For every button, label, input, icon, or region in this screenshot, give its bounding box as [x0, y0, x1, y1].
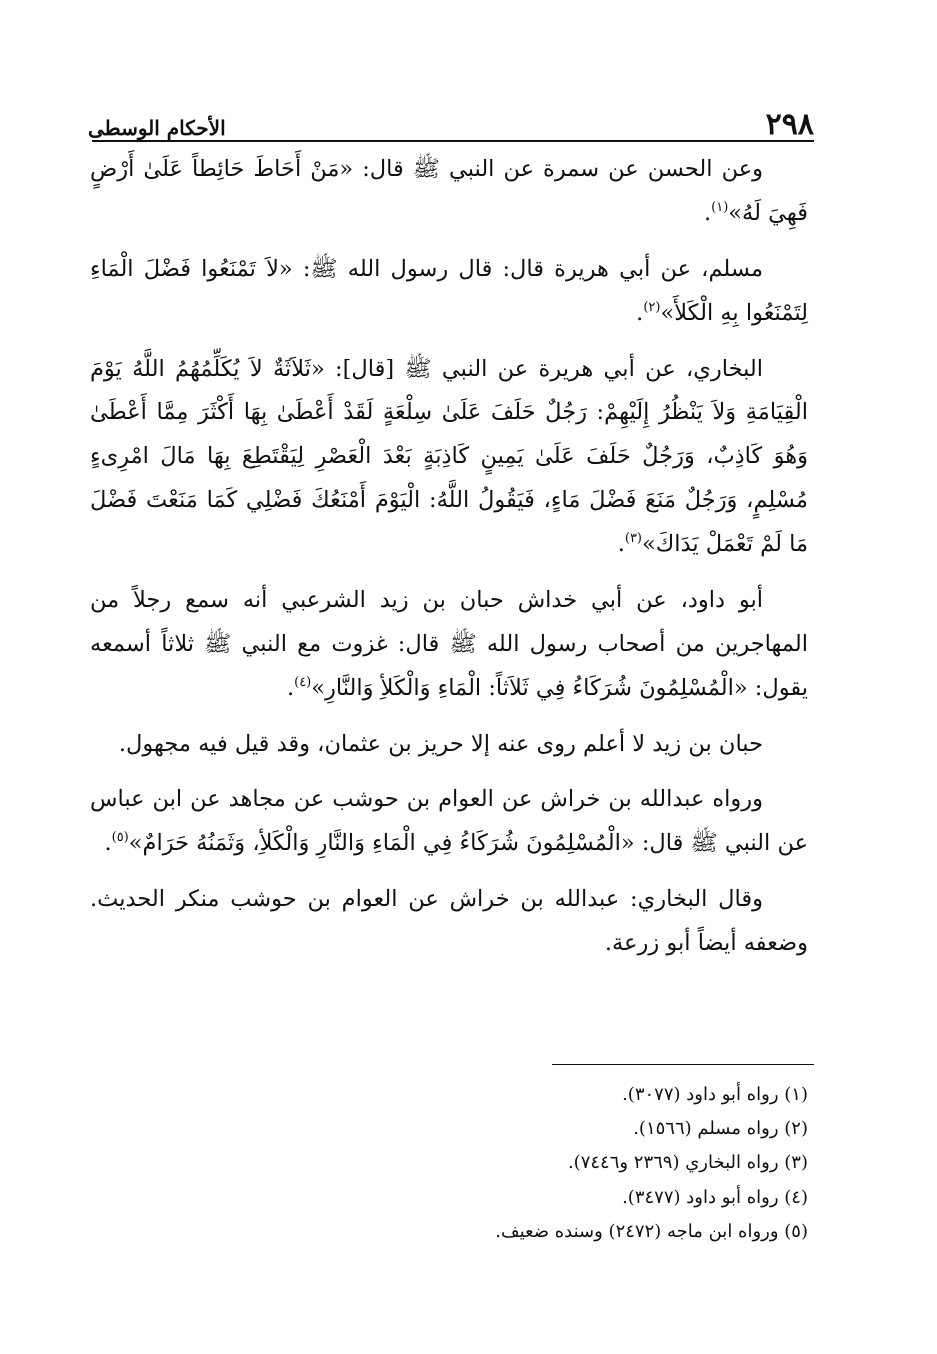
paragraph-text: وعن الحسن عن سمرة عن النبي ﷺ قال: «مَنْ أَحَاطَ حَائِطاً عَلَىٰ أَرْضٍ فَهِيَ لَهُ» [90, 156, 808, 226]
footnote-ref: (٢) [643, 299, 661, 315]
footnote-ref: (٣) [624, 531, 642, 546]
footnote-rule [552, 1064, 814, 1065]
paragraph-text: وقال البخاري: عبدالله بن خراش عن العوام بن حوشب منكر الحديث. وضعفه أيضاً أبو زرعة. [90, 886, 808, 956]
footnote-item: (٥) ورواه ابن ماجه (٢٤٧٢) وسنده ضعيف. [495, 1220, 808, 1242]
paragraph-text: مسلم، عن أبي هريرة قال: قال رسول الله ﷺ: «لاَ تَمْنَعُوا فَضْلَ الْمَاءِ لِتَمْنَعُوا بِهِ الْكَلأَ» [90, 255, 808, 326]
footnote-ref: (١) [711, 199, 729, 215]
footnotes [260, 1078, 808, 1249]
footnote-item: (٢) رواه مسلم (١٥٦٦). [633, 1118, 808, 1140]
page-header [88, 92, 814, 140]
paragraph-ibn-khirash: ورواه عبدالله بن خراش عن العوام بن حوشب عن مجاهد عن ابن عباس عن النبي ﷺ قال: «الْمُسْلِمُونَ شُرَكَاءُ فِي الْمَاءِ وَالنَّارِ وَالْكَلأِ، وَثَمَنُهُ حَرَامٌ»$^{(٥)}$. [90, 786, 808, 857]
paragraph-bukhari-comment [90, 878, 808, 966]
paragraph-text: حبان بن زيد لا أعلم روى عنه إلا حريز بن عثمان، وقد قيل فيه مجهول. [118, 730, 763, 757]
paragraph-text: البخاري، عن أبي هريرة عن النبي ﷺ [قال]: «ثَلاَثَةٌ لاَ يُكَلِّمُهُمُ اللَّهُ يَوْمَ الْقِيَامَةِ وَلاَ يَنْظُرُ إِلَيْهِمْ: رَجُلٌ حَلَفَ عَلَىٰ سِلْعَةٍ لَقَدْ أَعْطَىٰ بِهَا أَكْثَرَ مِمَّا أَعْطَىٰ وَهُوَ كَاذِبٌ، وَرَجُلٌ حَلَفَ عَلَىٰ يَمِينٍ كَاذِبَةٍ بَعْدَ الْعَصْرِ لِيَقْتَطِعَ بِهَا مَالَ امْرِىءٍ مُسْلِمٍ، وَرَجُلٌ مَنَعَ فَضْلَ مَاءٍ، فَيَقُولُ اللَّهُ: الْيَوْمَ أَمْنَعُكَ فَضْلِي كَمَا مَنَعْتَ فَضْلَ مَا لَمْ تَعْمَلْ يَدَاكَ» [90, 355, 808, 557]
paragraph-bukhari: البخاري، عن أبي هريرة عن النبي ﷺ [قال]: «ثَلاَثَةٌ لاَ يُكَلِّمُهُمُ اللَّهُ يَوْمَ الْقِيَامَةِ وَلاَ يَنْظُرُ إِلَيْهِمْ: رَجُلٌ حَلَفَ عَلَىٰ سِلْعَةٍ لَقَدْ أَعْطَىٰ بِهَا أَكْثَرَ مِمَّا أَعْطَىٰ وَهُوَ كَاذِبٌ، وَرَجُلٌ حَلَفَ عَلَىٰ يَمِينٍ كَاذِبَةٍ بَعْدَ الْعَصْرِ لِيَقْتَطِعَ بِهَا مَالَ امْرِىءٍ مُسْلِمٍ، وَرَجُلٌ مَنَعَ فَضْلَ مَاءٍ، فَيَقُولُ اللَّهُ: الْيَوْمَ أَمْنَعُكَ فَضْلِي كَمَا مَنَعْتَ فَضْلَ مَا لَمْ تَعْمَلْ يَدَاكَ»$^{(٣)}$. [90, 355, 808, 557]
paragraph-muslim: مسلم، عن أبي هريرة قال: قال رسول الله ﷺ: «لاَ تَمْنَعُوا فَضْلَ الْمَاءِ لِتَمْنَعُوا بِهِ الْكَلأَ»$^{(٢)}$. [90, 255, 808, 326]
header-rule [92, 140, 814, 142]
footnote-item: (١) رواه أبو داود (٣٠٧٧). [622, 1084, 808, 1105]
paragraph-text: ورواه عبدالله بن خراش عن العوام بن حوشب عن مجاهد عن ابن عباس عن النبي ﷺ قال: «الْمُسْلِمُونَ شُرَكَاءُ فِي الْمَاءِ وَالنَّارِ وَالْكَلأِ، وَثَمَنُهُ حَرَامٌ» [90, 786, 808, 857]
paragraph-abu-dawud: أبو داود، عن أبي خداش حبان بن زيد الشرعبي أنه سمع رجلاً من المهاجرين من أصحاب رسول الله ﷺ قال: غزوت مع النبي ﷺ ثلاثاً أسمعه يقول: «الْمُسْلِمُونَ شُرَكَاءُ فِي ثَلاَثاً: الْمَاءِ وَالْكَلأِ وَالنَّارِ»$^{(٤)}$. [90, 586, 808, 701]
paragraph-samura: وعن الحسن عن سمرة عن النبي ﷺ قال: «مَنْ أَحَاطَ حَائِطاً عَلَىٰ أَرْضٍ فَهِيَ لَهُ»$^{(١)}$. [90, 156, 808, 226]
main-text [90, 148, 808, 978]
paragraph-hibban [90, 723, 808, 767]
footnote-item: (٤) رواه أبو داود (٣٤٧٧). [622, 1186, 808, 1208]
footnote-item: (٣) رواه البخاري (٢٣٦٩ و٧٤٤٦). [567, 1152, 808, 1174]
footnote-ref: (٤) [294, 674, 312, 690]
paragraph-text: أبو داود، عن أبي خداش حبان بن زيد الشرعبي أنه سمع رجلاً من المهاجرين من أصحاب رسول الله ﷺ قال: غزوت مع النبي ﷺ ثلاثاً أسمعه يقول: «الْمُسْلِمُونَ شُرَكَاءُ فِي ثَلاَثاً: الْمَاءِ وَالْكَلأِ وَالنَّارِ» [90, 586, 808, 701]
page-number: ٢٩٨ [765, 107, 814, 142]
footnote-ref: (٥) [111, 830, 129, 846]
running-title: الأحكام الوسطى [88, 116, 226, 140]
